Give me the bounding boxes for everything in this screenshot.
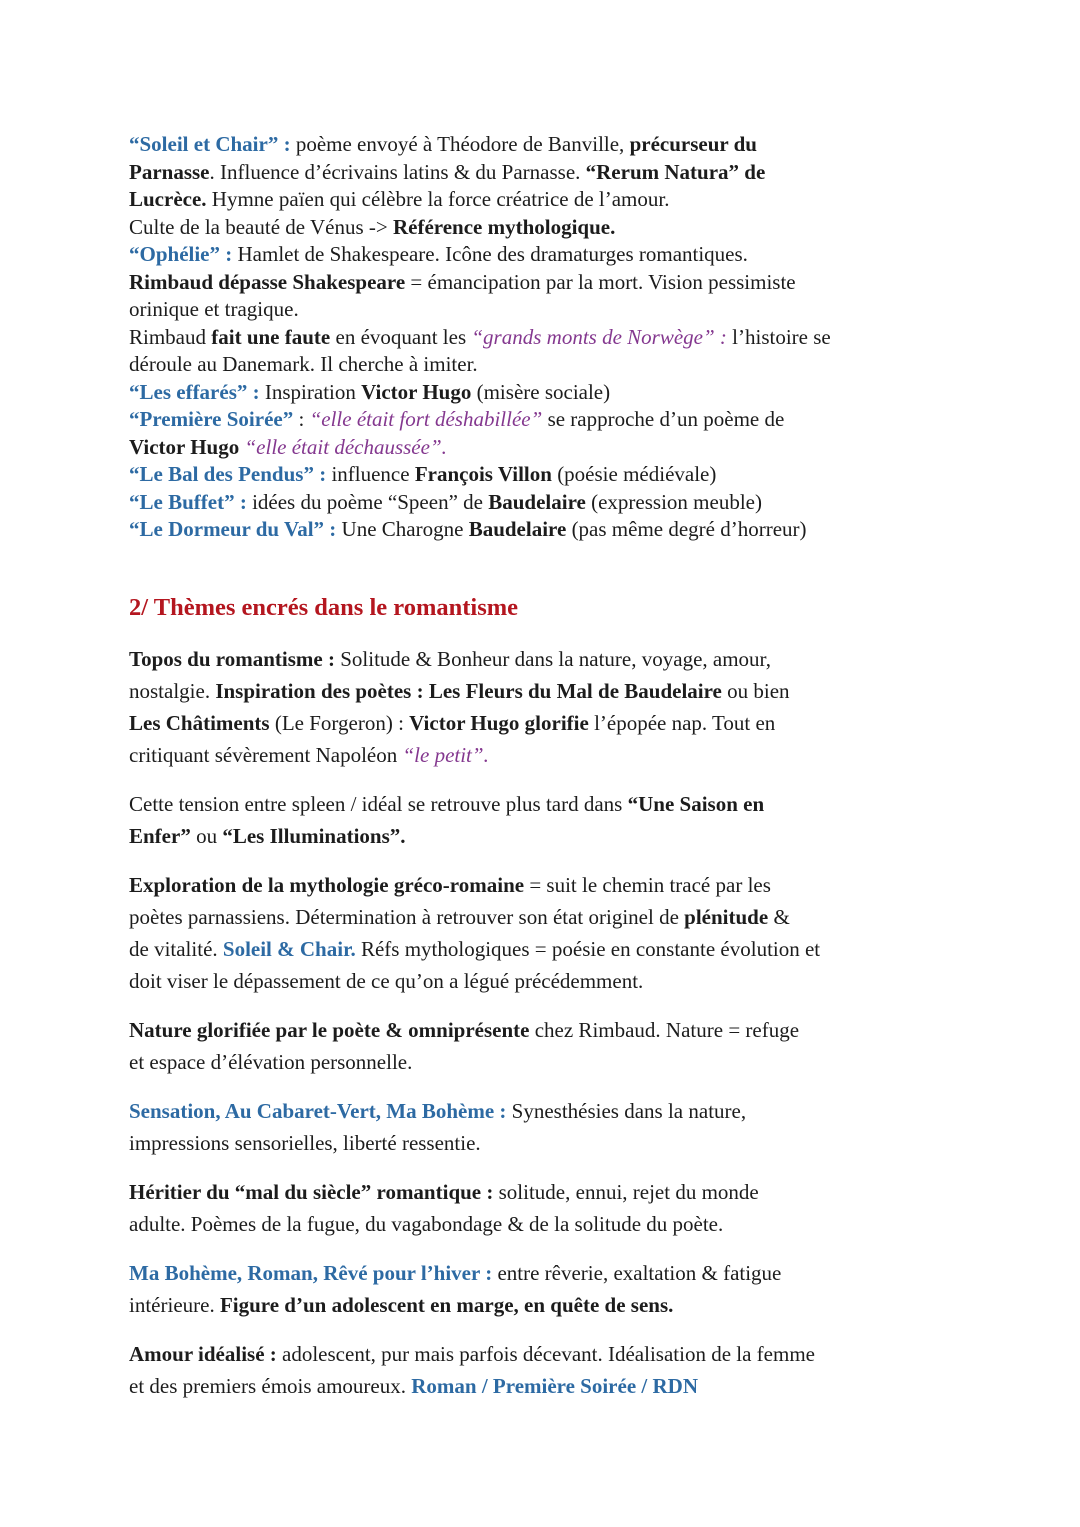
text-run: précurseur du	[629, 132, 757, 156]
text-line	[129, 1127, 970, 1159]
text-run: “grands monts de Norwège” :	[471, 324, 727, 349]
text-run: Roman / Première Soirée / RDN	[411, 1373, 698, 1398]
text-run: “Rerum Natura” de	[585, 159, 766, 184]
text-run: Rimbaud dépasse Shakespeare	[129, 269, 406, 294]
text-run: . Influence d’écrivains latins & du Parnasse.	[209, 159, 586, 184]
text-run: Ma Bohème, Roman, Rêvé pour l’hiver :	[129, 1260, 493, 1285]
text-run: et des premiers émois amoureux.	[129, 1373, 412, 1398]
text-line	[129, 788, 970, 820]
text-line	[129, 186, 970, 214]
text-run: Référence mythologique.	[392, 214, 616, 239]
text-run: Hymne païen qui célèbre la force créatrice de l’amour.	[206, 187, 670, 211]
text-run: se rapproche d’un poème de	[542, 407, 785, 431]
text-run: “Le Bal des Pendus” :	[129, 462, 327, 486]
text-run: intérieure.	[129, 1292, 220, 1317]
text-run: orinique et tragique.	[129, 297, 299, 321]
text-run: ou	[190, 823, 223, 848]
text-run: impressions sensorielles, liberté ressentie.	[129, 1130, 481, 1155]
text-line	[129, 434, 970, 462]
text-line	[129, 1176, 970, 1208]
text-run: influence	[326, 462, 415, 486]
text-run: “Ophélie” :	[129, 242, 233, 266]
text-run: Figure d’un adolescent en marge, en quête de sens.	[219, 1292, 674, 1317]
text-run: poème envoyé à Théodore de Banville,	[290, 132, 630, 156]
text-line	[129, 241, 970, 269]
text-line	[129, 159, 970, 187]
text-run: en évoquant les	[330, 324, 472, 349]
text-run: adulte. Poèmes de la fugue, du vagabondage & de la solitude du poète.	[129, 1211, 724, 1236]
text-run: Baudelaire	[468, 517, 567, 541]
text-run: &	[768, 904, 790, 929]
text-line	[129, 351, 970, 379]
text-run: “Le Buffet” :	[129, 489, 247, 514]
text-run: François Villon	[414, 462, 552, 486]
paragraph	[129, 1014, 970, 1078]
text-run: “Première Soirée”	[129, 407, 294, 431]
text-line	[129, 1014, 970, 1046]
text-run: nostalgie.	[129, 678, 216, 703]
text-run: l’histoire se	[726, 324, 831, 349]
text-line	[129, 489, 970, 517]
paragraph	[129, 1257, 970, 1321]
paragraph	[129, 1095, 970, 1159]
text-run: Synesthésies dans la nature,	[506, 1098, 747, 1123]
text-run: Rimbaud	[129, 324, 212, 349]
text-line	[129, 675, 970, 707]
section-heading: 2/ Thèmes encrés dans le romantisme	[129, 593, 519, 621]
text-run: Amour idéalisé :	[129, 1341, 277, 1366]
paragraph	[129, 1176, 970, 1240]
text-run: chez Rimbaud. Nature = refuge	[529, 1017, 800, 1042]
text-run: “Soleil et Chair” :	[129, 132, 291, 156]
text-run: Une Charogne	[336, 517, 469, 541]
text-line	[129, 1370, 970, 1402]
paragraph	[129, 1338, 970, 1402]
text-run: (poésie médiévale)	[551, 462, 717, 486]
text-line	[129, 131, 970, 159]
text-run: Lucrèce.	[129, 187, 207, 211]
text-run: (expression meuble)	[585, 489, 762, 514]
text-line	[129, 901, 970, 933]
text-run: solitude, ennui, rejet du monde	[493, 1179, 759, 1204]
text-line	[129, 933, 970, 965]
text-run: et espace d’élévation personnelle.	[129, 1049, 413, 1074]
text-line	[129, 1046, 970, 1078]
text-line	[129, 739, 970, 771]
text-line	[129, 1289, 970, 1321]
text-run: = émancipation par la mort. Vision pessimiste	[405, 269, 796, 294]
text-line	[129, 296, 970, 324]
paragraph	[129, 788, 970, 852]
text-line	[129, 1095, 970, 1127]
paragraph	[129, 869, 970, 997]
text-run: “elle était déchaussée”.	[244, 434, 447, 459]
text-line	[129, 707, 970, 739]
text-run: Nature glorifiée par le poète & omniprésente	[129, 1017, 530, 1042]
text-run: “Les Illuminations”.	[222, 823, 406, 848]
text-line	[129, 461, 970, 489]
text-line	[129, 869, 970, 901]
text-run: Enfer”	[129, 823, 191, 848]
text-run: :	[293, 407, 310, 431]
text-run: Inspiration des poètes : Les Fleurs du Mal de Baudelaire	[215, 678, 722, 703]
text-run: de vitalité.	[129, 936, 223, 961]
text-run: “elle était fort déshabillée”	[309, 407, 543, 431]
text-run: entre rêverie, exaltation & fatigue	[492, 1260, 782, 1285]
text-run: Topos du romantisme :	[129, 646, 335, 671]
text-run: adolescent, pur mais parfois décevant. Idéalisation de la femme	[276, 1341, 815, 1366]
text-run: déroule au Danemark. Il cherche à imiter.	[129, 352, 478, 376]
text-run: ou bien	[721, 678, 790, 703]
text-run: poètes parnassiens. Détermination à retrouver son état originel de	[129, 904, 685, 929]
text-run: Inspiration	[259, 379, 362, 404]
text-line	[129, 1257, 970, 1289]
paragraph	[129, 643, 970, 771]
text-run: Soleil & Chair.	[222, 936, 356, 961]
text-run: l’épopée nap. Tout en	[588, 710, 776, 735]
text-line	[129, 516, 970, 544]
text-line	[129, 643, 970, 675]
text-run: “le petit”.	[402, 742, 489, 767]
text-run: Baudelaire	[488, 489, 586, 514]
text-run: “Le Dormeur du Val” :	[129, 517, 337, 541]
text-run: Victor Hugo	[361, 379, 472, 404]
text-line	[129, 324, 970, 352]
text-run: Hamlet de Shakespeare. Icône des dramaturges romantiques.	[232, 242, 748, 266]
text-line	[129, 214, 970, 242]
text-line	[129, 379, 970, 407]
text-line	[129, 1208, 970, 1240]
text-run: (misère sociale)	[471, 379, 611, 404]
text-run: Cette tension entre spleen / idéal se retrouve plus tard dans	[129, 791, 628, 816]
text-run: Héritier du “mal du siècle” romantique :	[129, 1179, 494, 1204]
text-run: Parnasse	[129, 159, 210, 184]
intro-block	[129, 131, 970, 544]
text-run: Victor Hugo	[129, 434, 245, 459]
text-run: (pas même degré d’horreur)	[566, 517, 807, 541]
text-run: “Les effarés” :	[129, 379, 260, 404]
text-line	[129, 1338, 970, 1370]
text-run: Réfs mythologiques = poésie en constante évolution et	[355, 936, 821, 961]
text-run: Sensation, Au Cabaret-Vert, Ma Bohème :	[129, 1098, 507, 1123]
text-run: critiquant sévèrement Napoléon	[129, 742, 403, 767]
text-run: idées du poème “Speen” de	[246, 489, 489, 514]
text-line	[129, 965, 970, 997]
text-run: plénitude	[684, 904, 769, 929]
text-line	[129, 269, 970, 297]
text-run: Exploration de la mythologie gréco-romaine	[129, 872, 525, 897]
text-line	[129, 820, 970, 852]
text-line	[129, 406, 970, 434]
text-run: Victor Hugo glorifie	[409, 710, 589, 735]
text-run: Les Châtiments	[129, 710, 270, 735]
text-run: “Une Saison en	[627, 791, 765, 816]
text-run: = suit le chemin tracé par les	[524, 872, 771, 897]
section-body	[129, 643, 970, 1402]
text-run: Solitude & Bonheur dans la nature, voyage, amour,	[334, 646, 771, 671]
text-run: (Le Forgeron) :	[269, 710, 410, 735]
text-run: fait une faute	[211, 324, 331, 349]
text-run: Culte de la beauté de Vénus ->	[129, 214, 393, 239]
text-run: doit viser le dépassement de ce qu’on a légué précédemment.	[129, 968, 644, 993]
